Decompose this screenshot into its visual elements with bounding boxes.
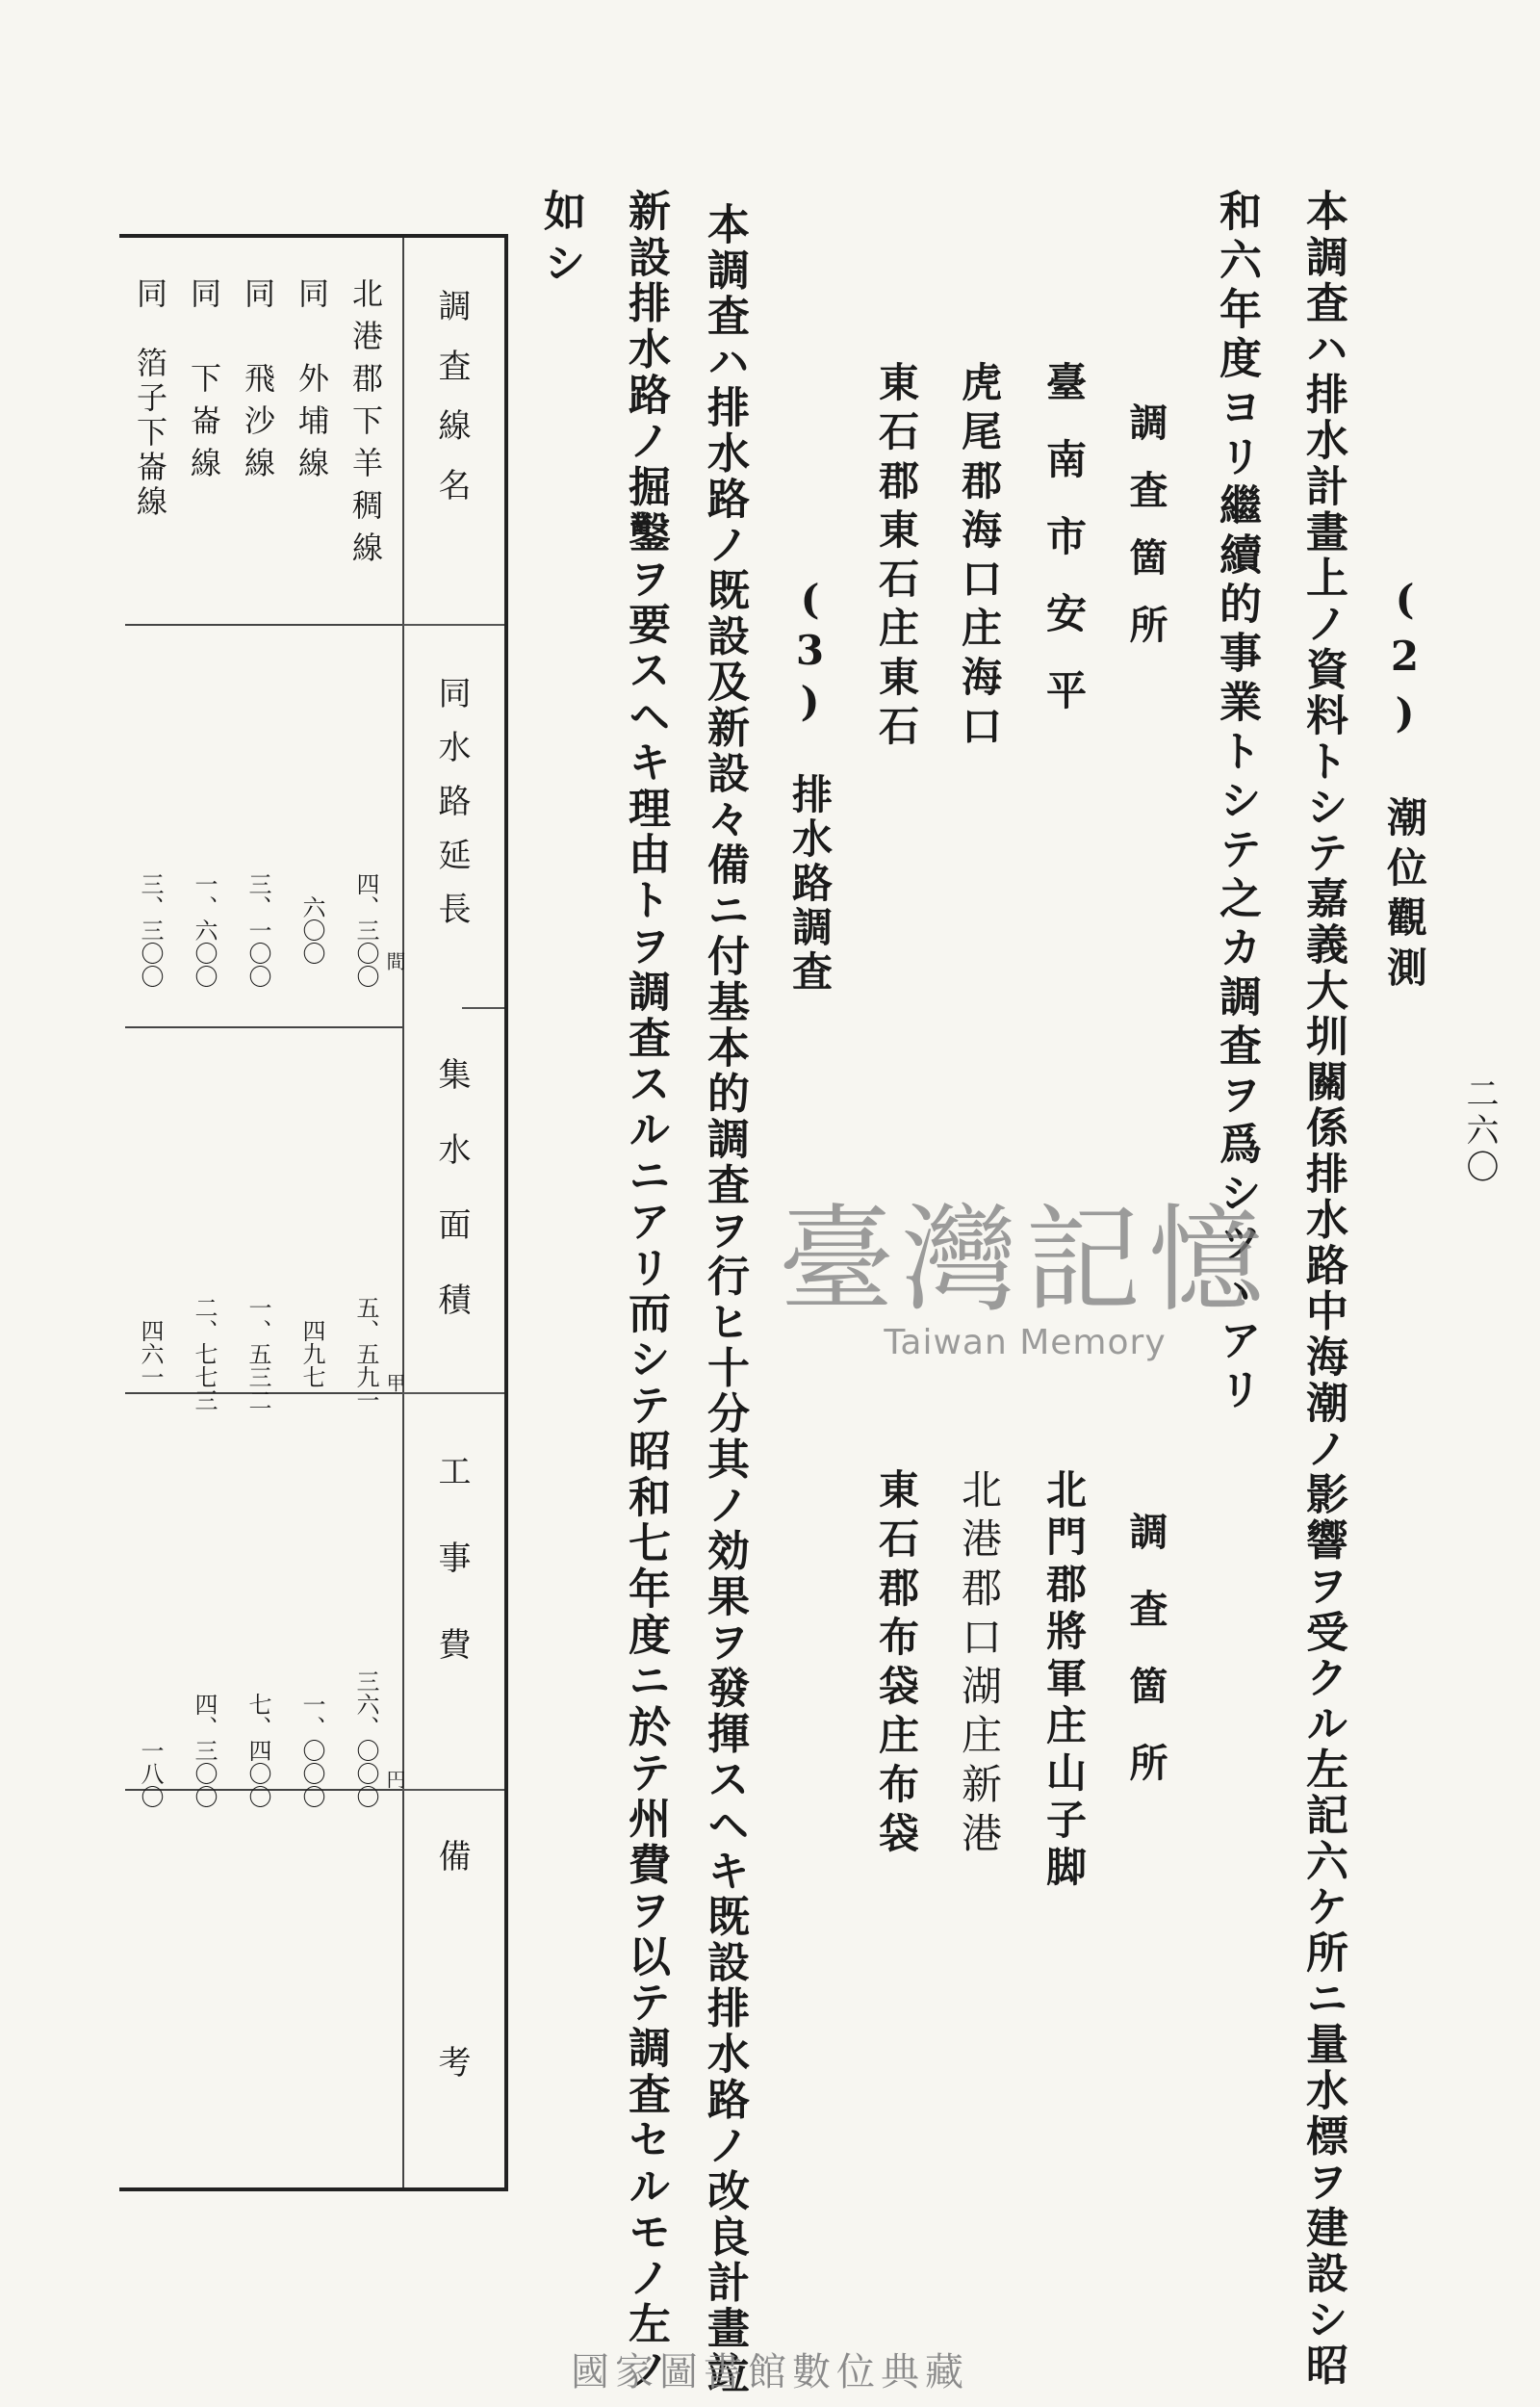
- unit-length: 間: [383, 951, 406, 971]
- table-row-3-name: 同 飛沙線: [240, 277, 276, 489]
- table-row-3-area: 一、五三二: [244, 1296, 271, 1411]
- header-tick-1: [402, 624, 504, 626]
- table-row-5-cost: 一八〇: [137, 1739, 164, 1808]
- header-cost: 工事費: [432, 1454, 471, 1714]
- table-border-top: [119, 234, 508, 238]
- table-row-4-length: 一、六〇〇: [191, 872, 218, 988]
- table-row-2-area: 四九七: [298, 1319, 325, 1388]
- location-haikou: 虎尾郡海口庄海口: [956, 361, 1003, 754]
- section-heading-tide: (2) 潮位觀測: [1381, 576, 1428, 996]
- drainage-body-line-1: 本調査ハ排水路ノ既設及新設々備ニ付基本的調査ヲ行ヒ十分其ノ効果ヲ發揮スヘキ既設排水路ノ改良計畫竝: [700, 202, 749, 2397]
- taiwan-memory-watermark: [775, 1194, 1275, 1367]
- section-heading-drainage: (3) 排水路調査: [786, 576, 834, 995]
- location-shanzijiao: 北門郡將軍庄山子脚: [1040, 1468, 1088, 1893]
- tide-body-line-2: 和六年度ヨリ繼續的事業トシテ之カ調査ヲ爲シツヽアリ: [1212, 189, 1261, 1416]
- location-budai: 東石郡布袋庄布袋: [873, 1468, 920, 1861]
- table-row-3-cost: 七、四〇〇: [244, 1693, 271, 1808]
- unit-area: 甲: [383, 1373, 406, 1392]
- watermark-english: Taiwan Memory: [884, 1323, 1167, 1362]
- header-remarks: 備考: [432, 1839, 471, 2251]
- table-row-3-length: 三、一〇〇: [244, 872, 271, 988]
- unit-cost: 円: [383, 1770, 406, 1789]
- table-row-1-cost: 三六、〇〇〇: [352, 1669, 379, 1808]
- table-row-5-length: 三、三〇〇: [137, 872, 164, 988]
- drainage-body-line-2: 新設排水路ノ掘鑿ヲ要スヘキ理由トヲ調査スルニアリ而シテ昭和七年度ニ於テ州費ヲ以テ調査セルモノ左ノ: [621, 189, 670, 2394]
- header-line-name: 調査線名: [432, 289, 471, 528]
- table-row-1-length: 四、三〇〇: [352, 872, 379, 988]
- header-length: 同水路延長: [432, 676, 471, 945]
- page-number: 二六〇: [1460, 1076, 1499, 1186]
- table-row-1-area: 五、五九一: [352, 1296, 379, 1411]
- table-divider-2: [125, 1026, 402, 1028]
- table-header-divider: [402, 238, 404, 2187]
- table-divider-1: [125, 624, 402, 626]
- header-tick-2: [462, 1007, 504, 1009]
- location-dongshi: 東石郡東石庄東石: [873, 361, 920, 754]
- table-row-4-area: 二、七七三: [191, 1296, 218, 1411]
- drainage-body-line-3: 如シ: [536, 189, 585, 293]
- location-anping: 臺南市安平: [1040, 361, 1088, 746]
- library-footer: 國家圖書館數位典藏: [571, 2350, 969, 2394]
- header-tick-3: [402, 1392, 504, 1394]
- table-border-right: [504, 234, 508, 2191]
- watermark-chinese: 臺灣記憶: [779, 1194, 1271, 1328]
- table-row-1-name: 北港郡下羊稠線: [347, 277, 384, 574]
- locations-header-2: 調査箇所: [1123, 1512, 1168, 1820]
- table-row-4-name: 同 下崙線: [186, 277, 222, 489]
- table-row-2-cost: 一、〇〇〇: [298, 1693, 325, 1808]
- table-row-4-cost: 四、三〇〇: [191, 1693, 218, 1808]
- header-catchment: 集水面積: [432, 1057, 471, 1358]
- table-row-5-name: 同 箔子下崙線: [132, 277, 168, 520]
- location-xingang: 北港郡口湖庄新港: [956, 1468, 1003, 1861]
- locations-header-1: 調査箇所: [1123, 402, 1168, 672]
- tide-body-line-1: 本調査ハ排水計畫上ノ資料トシテ嘉義大圳關係排水路中海潮ノ影響ヲ受クル左記六ケ所ニ量水標ヲ建設シ昭: [1298, 189, 1348, 2389]
- header-tick-4: [402, 1789, 504, 1791]
- table-row-5-area: 四六一: [137, 1319, 164, 1388]
- table-row-2-name: 同 外埔線: [294, 277, 330, 489]
- table-row-2-length: 六〇〇: [298, 895, 325, 965]
